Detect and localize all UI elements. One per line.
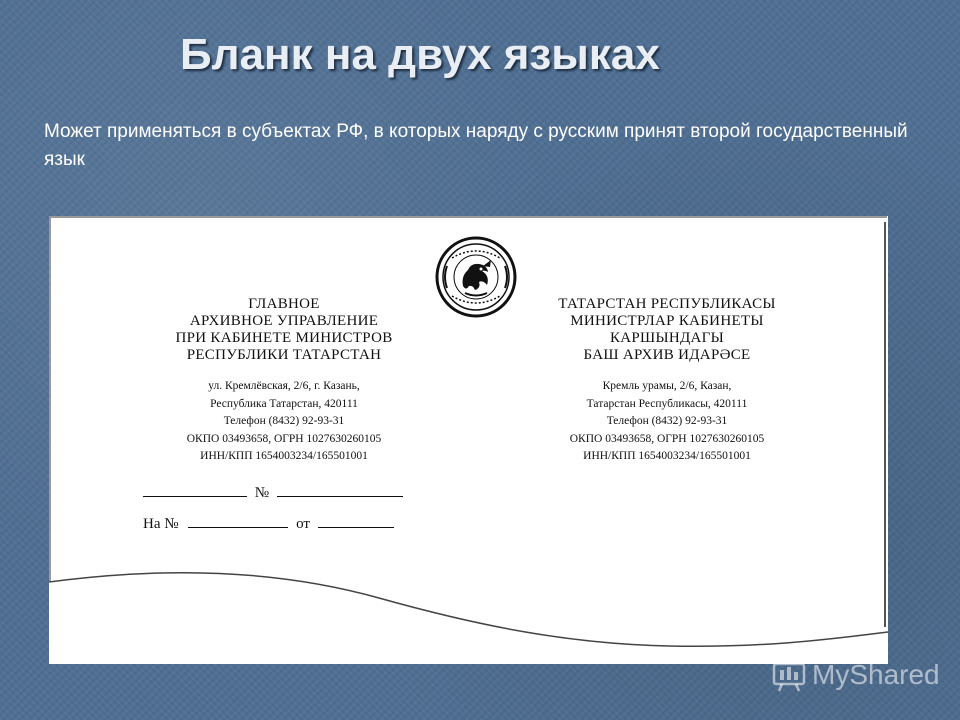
left-address-line: Телефон (8432) 92-93-31 [223, 415, 345, 427]
myshared-logo-icon [770, 658, 808, 692]
blank-top-edge [49, 216, 887, 218]
right-address-line: Татарстан Республикасы, 420111 [586, 397, 748, 410]
right-org-line: БАШ АРХИВ ИДАРӘСЕ [583, 347, 751, 363]
left-org-block [134, 296, 434, 466]
registration-number-field [143, 482, 403, 502]
left-address-line: ОКПО 03493658, ОГРН 1027630260105 [186, 432, 382, 445]
ref-number-blank-line [188, 513, 288, 528]
myshared-watermark [770, 656, 940, 694]
tatarstan-emblem-icon [435, 236, 517, 318]
left-address-block [134, 378, 434, 466]
date-blank-line [143, 482, 247, 497]
right-address-line: ОКПО 03493658, ОГРН 1027630260105 [569, 432, 765, 445]
reference-number-field [143, 513, 394, 533]
left-org-line: ГЛАВНОЕ [248, 296, 320, 312]
letterhead-blank [49, 216, 888, 664]
right-address-line: ИНН/КПП 1654003234/165501001 [583, 450, 751, 462]
right-org-line: КАРШЫНДАГЫ [609, 330, 725, 346]
ref-label: На № [143, 516, 179, 532]
right-org-block [517, 296, 817, 466]
from-label: от [296, 516, 310, 532]
right-org-line: МИНИСТРЛАР КАБИНЕТЫ [570, 313, 764, 329]
left-org-line: РЕСПУБЛИКИ ТАТАРСТАН [186, 347, 382, 363]
slide-subtitle: Может применяться в субъектах РФ, в которых наряду с русским принят второй государственный язык [44, 121, 908, 170]
left-address-line: Республика Татарстан, 420111 [210, 397, 358, 410]
right-address-line: Телефон (8432) 92-93-31 [606, 415, 728, 427]
torn-edge-wave [49, 546, 888, 664]
left-org-line: АРХИВНОЕ УПРАВЛЕНИЕ [189, 313, 379, 329]
ref-date-blank-line [318, 513, 394, 528]
watermark-text: MyShared [812, 659, 940, 690]
slide-title: Бланк на двух языках [180, 30, 660, 79]
left-address-line: ИНН/КПП 1654003234/165501001 [200, 450, 368, 462]
right-org-line: ТАТАРСТАН РЕСПУБЛИКАСЫ [558, 296, 776, 312]
left-address-line: ул. Кремлёвская, 2/6, г. Казань, [208, 380, 360, 392]
left-org-line: ПРИ КАБИНЕТЕ МИНИСТРОВ [175, 330, 393, 346]
number-blank-line [277, 482, 403, 497]
right-address-block [517, 378, 817, 466]
right-address-line: Кремль урамы, 2/6, Казан, [602, 380, 732, 392]
number-label: № [254, 485, 270, 501]
